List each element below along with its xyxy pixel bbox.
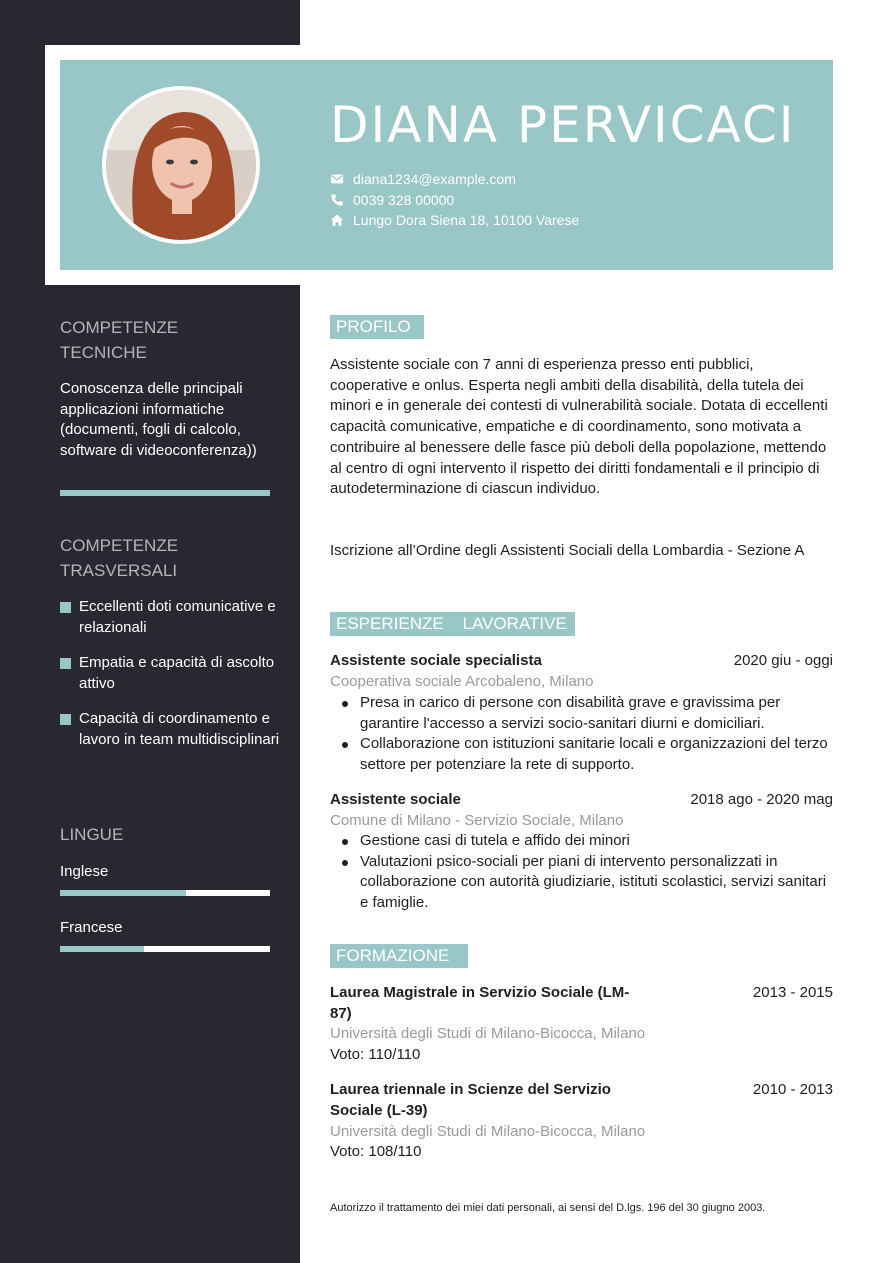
tech-skills-heading xyxy=(60,315,280,365)
degree-grade: Voto: 108/110 xyxy=(330,1143,422,1160)
candidate-name: DIANA PERVICACI xyxy=(330,96,796,154)
job-organization: Cooperativa sociale Arcobaleno, Milano xyxy=(330,673,594,690)
education-section-title: FORMAZIONE xyxy=(330,944,468,968)
envelope-icon xyxy=(330,172,344,186)
soft-skill-text: Eccellenti doti comunicative e relazionali xyxy=(79,598,276,636)
job-organization: Comune di Milano - Servizio Sociale, Milano xyxy=(330,812,624,829)
soft-skill-item xyxy=(60,709,280,750)
email-text: diana1234@example.com xyxy=(353,171,516,187)
contact-address xyxy=(330,212,579,228)
address-text: Lungo Dora Siena 18, 10100 Varese xyxy=(353,212,580,228)
square-bullet-icon xyxy=(60,602,71,613)
privacy-consent-note: Autorizzo il trattamento dei miei dati personali, ai sensi del D.lgs. 196 del 30 giugno 2003. xyxy=(330,1202,766,1214)
degree-institution: Università degli Studi di Milano-Bicocca, Milano xyxy=(330,1123,646,1140)
tech-skills-heading-line2: TECNICHE xyxy=(60,343,147,362)
language-level-english xyxy=(60,890,270,896)
language-level-fill xyxy=(60,890,186,896)
square-bullet-icon xyxy=(60,658,71,669)
job-duty: Valutazioni psico-sociali per piani di intervento personalizzati in collaborazione con autorità giudiziarie, istituti scolastici, servizi sanitari e famiglie. xyxy=(330,852,835,914)
registration-text: Iscrizione all’Ordine degli Assistenti Sociali della Lombardia - Sezione A xyxy=(330,542,805,559)
soft-skill-item xyxy=(60,653,280,694)
degree-dates: 2013 - 2015 xyxy=(752,984,833,1001)
contact-phone[interactable] xyxy=(330,192,454,208)
job-duty: Gestione casi di tutela e affido dei minori xyxy=(330,831,835,852)
tech-skills-divider xyxy=(60,490,270,496)
degree-dates: 2010 - 2013 xyxy=(752,1081,833,1098)
contact-email[interactable] xyxy=(330,171,516,187)
job-title: Assistente sociale xyxy=(330,791,461,808)
soft-skill-item xyxy=(60,597,280,638)
languages-heading: LINGUE xyxy=(60,825,124,844)
home-icon xyxy=(330,213,344,227)
profile-photo xyxy=(102,86,260,244)
tech-skills-heading-line1: COMPETENZE xyxy=(60,318,179,337)
job-duty: Collaborazione con istituzioni sanitarie locali e organizzazioni del terzo settore per potenziare la rete di supporto. xyxy=(330,734,835,775)
square-bullet-icon xyxy=(60,714,71,725)
profile-section-title: PROFILO xyxy=(330,315,424,339)
job-dates: 2020 giu - oggi xyxy=(733,652,833,669)
portrait-illustration xyxy=(106,90,256,240)
experience-section-title: ESPERIENZE LAVORATIVE xyxy=(330,612,575,636)
tech-skills-text: Conoscenza delle principali applicazioni informatiche (documenti, fogli di calcolo, software di videoconferenza)) xyxy=(60,380,257,459)
job-duties-list xyxy=(330,693,835,776)
phone-icon xyxy=(330,193,344,207)
soft-skills-list xyxy=(60,597,280,765)
language-label-english: Inglese xyxy=(60,863,109,880)
language-level-fill xyxy=(60,946,144,952)
soft-skills-heading-line2: TRASVERSALI xyxy=(60,561,178,580)
degree-title: Laurea Magistrale in Servizio Sociale (LM-87) xyxy=(330,984,630,1022)
job-duties-list xyxy=(330,831,835,914)
soft-skills-heading xyxy=(60,533,280,583)
job-duty: Presa in carico di persone con disabilità grave e gravissima per garantire l'accesso a servizi socio-sanitari diurni e domiciliari. xyxy=(330,693,835,734)
soft-skills-heading-line1: COMPETENZE xyxy=(60,536,179,555)
job-dates: 2018 ago - 2020 mag xyxy=(690,791,833,808)
degree-title: Laurea triennale in Scienze del Servizio Sociale (L-39) xyxy=(330,1081,611,1119)
language-label-french: Francese xyxy=(60,919,123,936)
profile-text: Assistente sociale con 7 anni di esperienza presso enti pubblici, cooperative e onlus. Esperta negli ambiti della disabilità, della tutela dei minori e in generale dei contesti di vulnerabilità sociale. Dotata di eccellenti capacità comunicative, empatiche e di coordinamento, sono motivata a contribuire al benessere delle fasce più deboli della popolazione, mettendo al centro di ogni intervento il rispetto dei diritti fondamentali e il principio di autodeterminazione di ciascun individuo. xyxy=(330,356,828,498)
degree-grade: Voto: 110/110 xyxy=(330,1046,421,1063)
soft-skill-text: Capacità di coordinamento e lavoro in team multidisciplinari xyxy=(79,710,280,748)
soft-skill-text: Empatia e capacità di ascolto attivo xyxy=(79,654,275,692)
phone-text: 0039 328 00000 xyxy=(353,192,455,208)
degree-institution: Università degli Studi di Milano-Bicocca, Milano xyxy=(330,1025,646,1042)
job-title: Assistente sociale specialista xyxy=(330,652,542,669)
language-level-french xyxy=(60,946,270,952)
